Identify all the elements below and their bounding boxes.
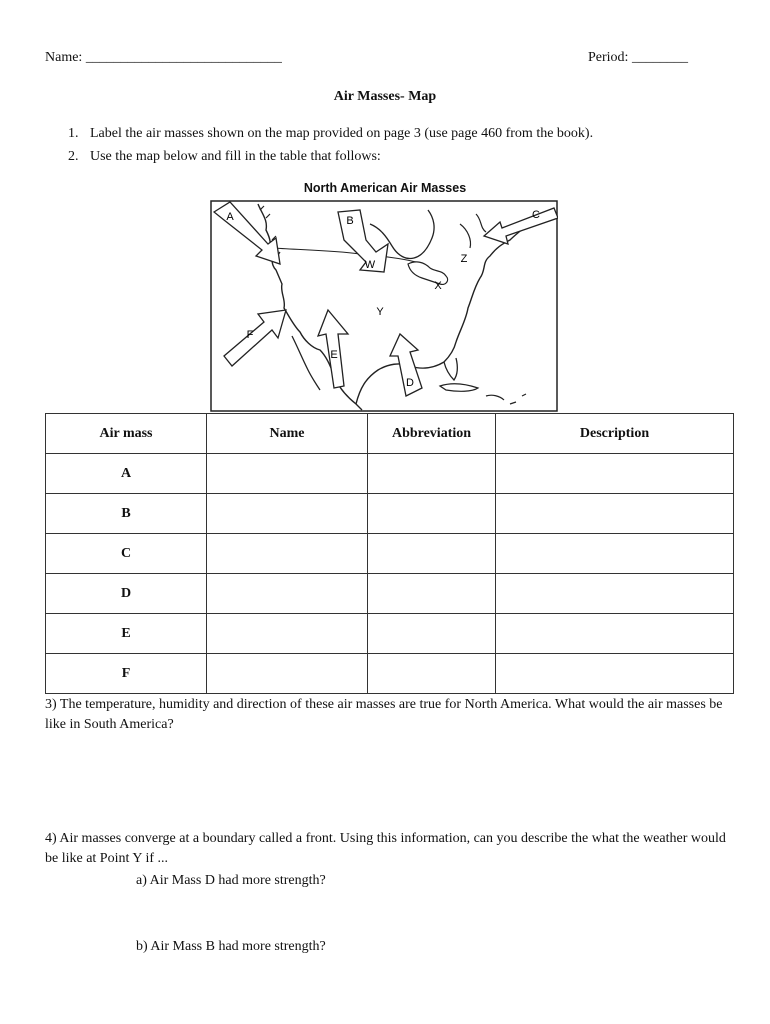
table-header-row — [46, 414, 734, 454]
air-mass-letter-cell: E — [46, 614, 207, 654]
question-4b: b) Air Mass B had more strength? — [136, 939, 326, 954]
table-row — [46, 614, 734, 654]
question-3: 3) The temperature, humidity and direction of these air masses are true for North America. What would the air masses be like in South America? — [45, 697, 723, 732]
description-cell[interactable] — [496, 494, 734, 534]
name-cell[interactable] — [207, 614, 368, 654]
question-4: 4) Air masses converge at a boundary called a front. Using this information, can you describe the what the weather would be like at Point Y if ... — [45, 831, 726, 866]
arrow-label-a: A — [226, 211, 234, 223]
name-cell[interactable] — [207, 454, 368, 494]
point-label-y: Y — [376, 306, 384, 318]
table-row — [46, 654, 734, 694]
description-cell[interactable] — [496, 534, 734, 574]
description-cell[interactable] — [496, 614, 734, 654]
arrow-label-b: B — [346, 215, 354, 227]
instruction-1 — [68, 126, 593, 142]
air-mass-letter-cell: F — [46, 654, 207, 694]
point-label-z: Z — [460, 253, 468, 265]
arrow-label-f: F — [246, 329, 254, 341]
arrow-label-d: D — [406, 377, 414, 389]
air-mass-letter-cell: B — [46, 494, 207, 534]
abbreviation-cell[interactable] — [368, 614, 496, 654]
instruction-number: 2. — [68, 149, 79, 164]
map-title: North American Air Masses — [303, 181, 467, 195]
arrow-label-c: C — [532, 209, 540, 221]
table-row — [46, 494, 734, 534]
instruction-number: 1. — [68, 126, 79, 141]
abbreviation-cell[interactable] — [368, 654, 496, 694]
abbreviation-cell[interactable] — [368, 534, 496, 574]
description-cell[interactable] — [496, 574, 734, 614]
air-mass-letter-cell: A — [46, 454, 207, 494]
table-row — [46, 574, 734, 614]
column-header-abbreviation: Abbreviation — [368, 414, 496, 454]
description-cell[interactable] — [496, 454, 734, 494]
column-header-description: Description — [496, 414, 734, 454]
name-cell[interactable] — [207, 574, 368, 614]
name-cell[interactable] — [207, 494, 368, 534]
name-field-label: Name: ____________________________ — [45, 50, 282, 65]
abbreviation-cell[interactable] — [368, 454, 496, 494]
table-row — [46, 534, 734, 574]
description-cell[interactable] — [496, 654, 734, 694]
air-mass-table — [45, 413, 734, 694]
point-label-w: W — [364, 259, 376, 271]
point-label-x: X — [434, 280, 442, 292]
question-4a: a) Air Mass D had more strength? — [136, 873, 326, 888]
column-header-name: Name — [207, 414, 368, 454]
air-mass-letter-cell: C — [46, 534, 207, 574]
name-cell[interactable] — [207, 654, 368, 694]
period-field-label: Period: ________ — [588, 50, 688, 65]
table-row — [46, 454, 734, 494]
instruction-text: Use the map below and fill in the table that follows: — [90, 149, 381, 164]
instruction-2 — [68, 149, 381, 165]
page-title: Air Masses- Map — [333, 89, 437, 104]
abbreviation-cell[interactable] — [368, 574, 496, 614]
abbreviation-cell[interactable] — [368, 494, 496, 534]
instruction-text: Label the air masses shown on the map provided on page 3 (use page 460 from the book). — [90, 126, 594, 141]
arrow-label-e: E — [330, 349, 338, 361]
air-mass-letter-cell: D — [46, 574, 207, 614]
column-header-air-mass: Air mass — [46, 414, 207, 454]
air-mass-map — [210, 200, 558, 412]
name-cell[interactable] — [207, 534, 368, 574]
